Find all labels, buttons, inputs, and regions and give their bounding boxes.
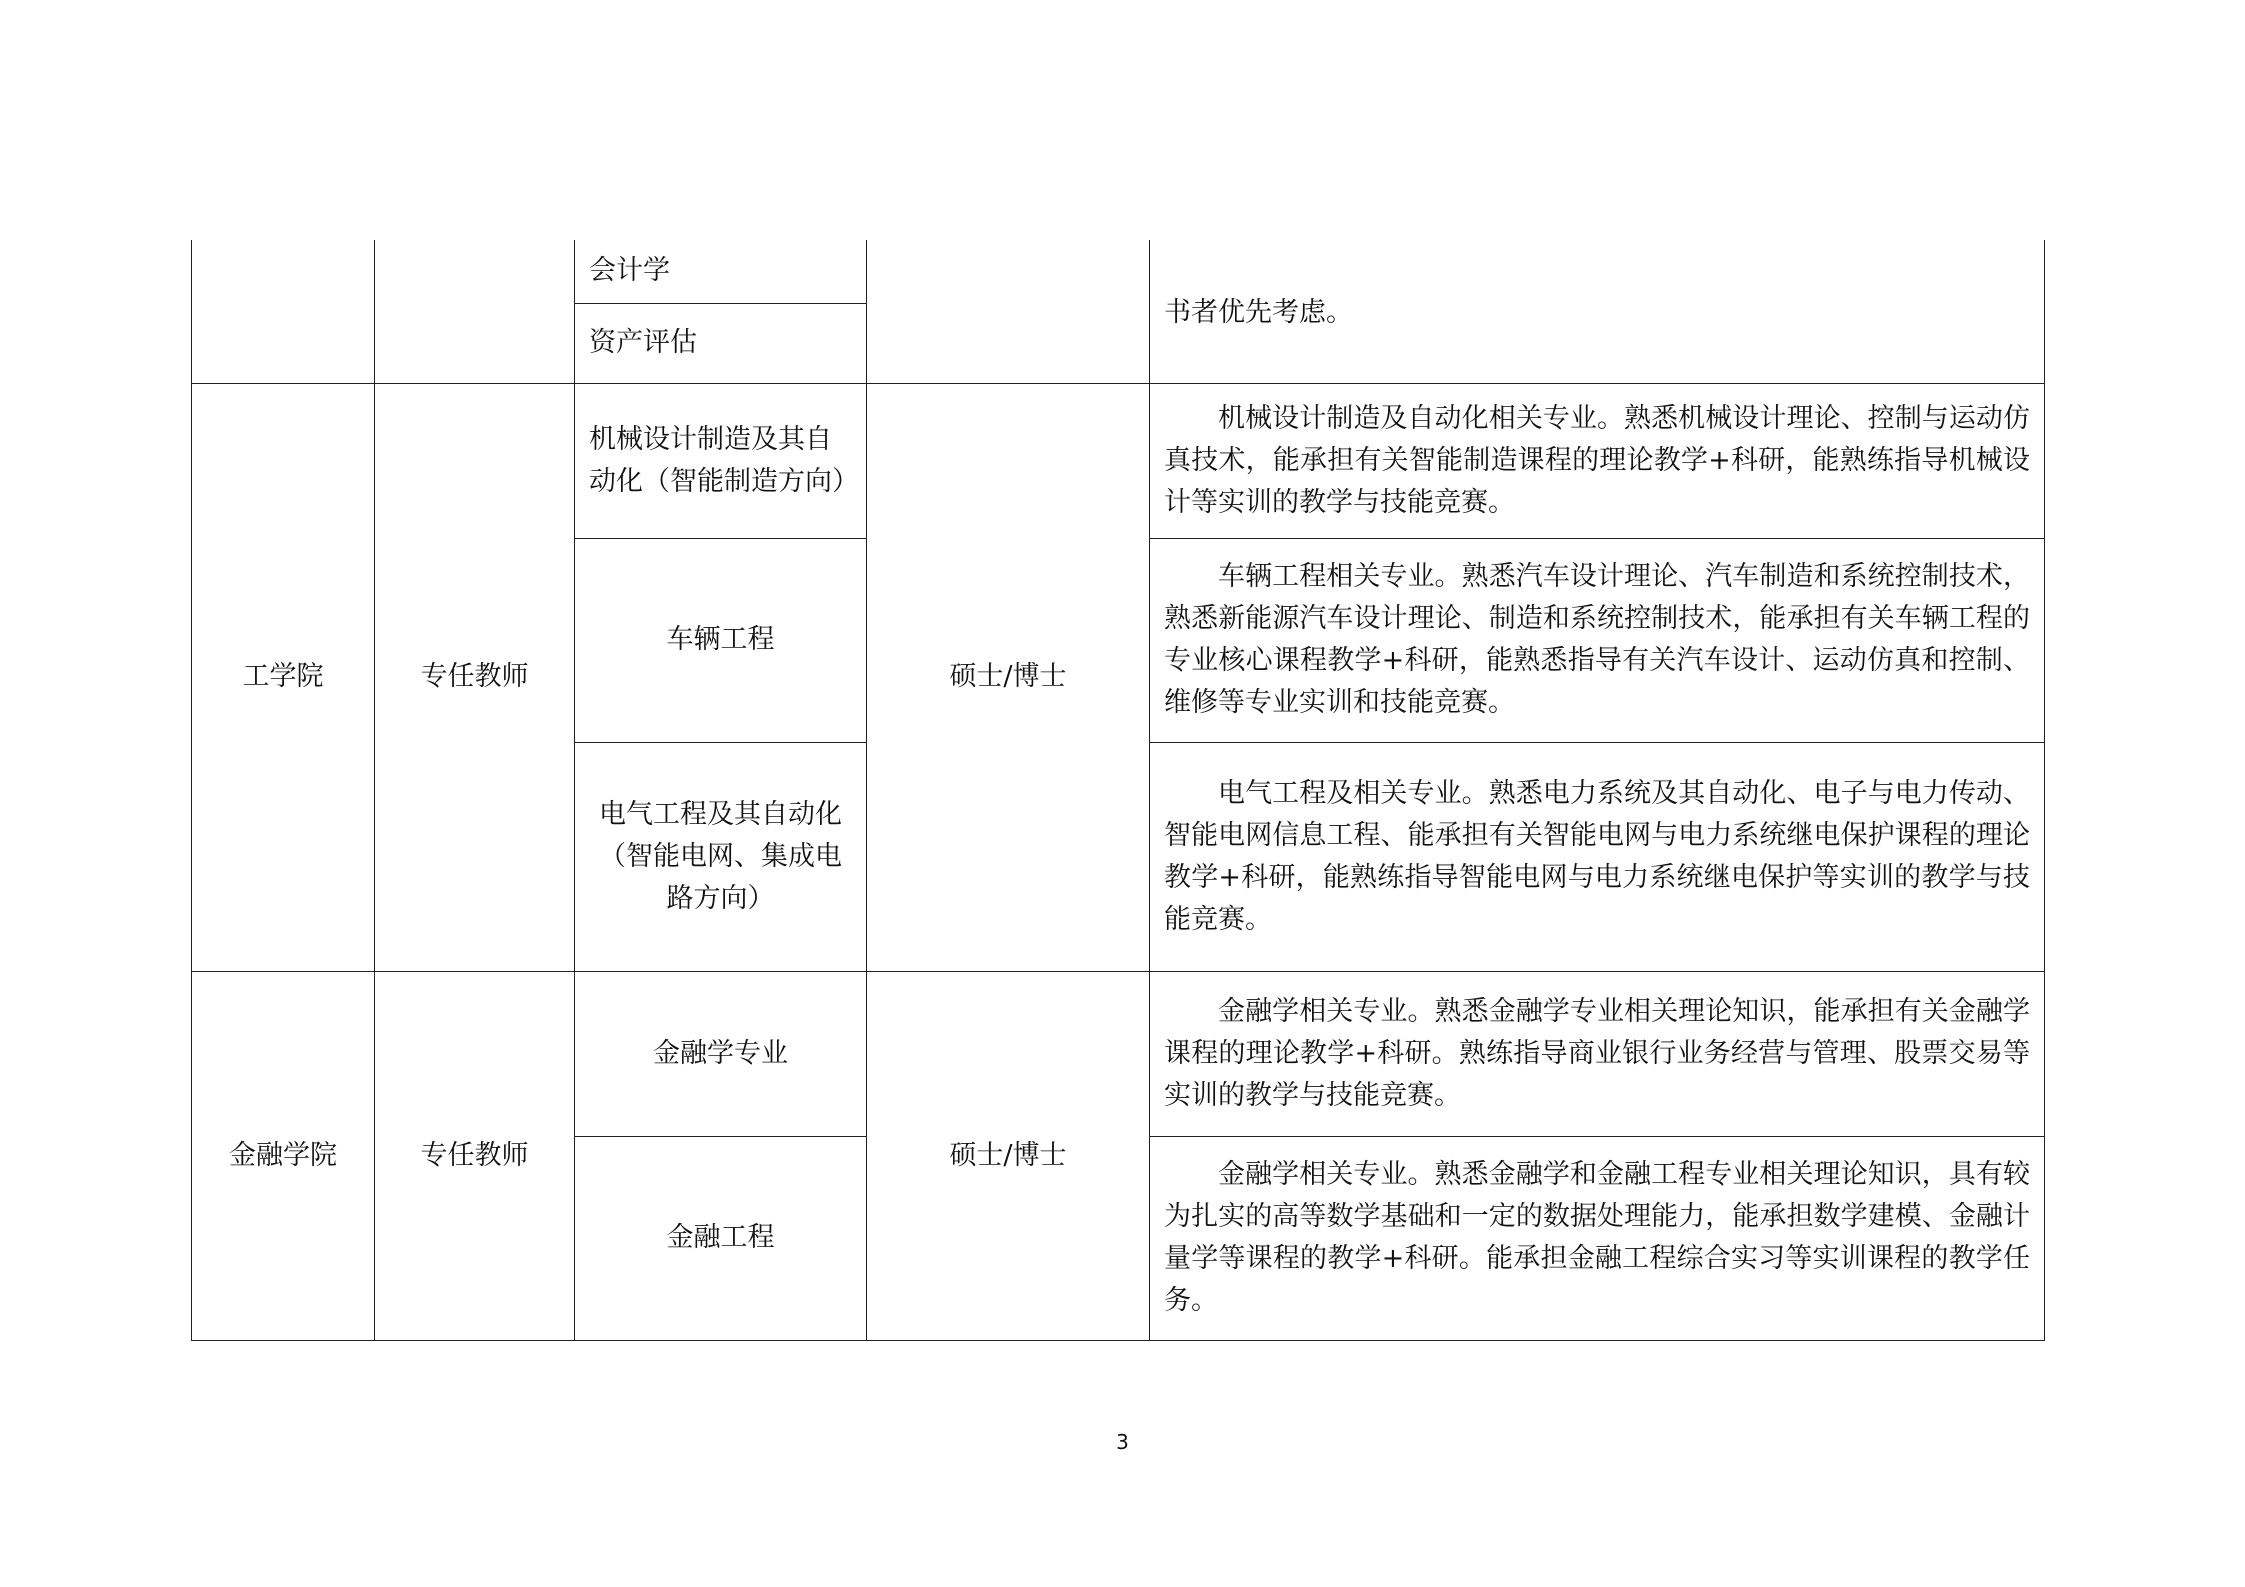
college-cell: 金融学院	[192, 971, 375, 1340]
description-text: 车辆工程相关专业。熟悉汽车设计理论、汽车制造和系统控制技术，熟悉新能源汽车设计理论、制造和系统控制技术，能承担有关车辆工程的专业核心课程教学+科研，能熟悉指导有关汽车设计、运动仿真和控制、维修等专业实训和技能竞赛。	[1164, 561, 2030, 718]
table-row	[192, 240, 2045, 303]
position-cell: 专任教师	[375, 383, 575, 971]
description-text: 书者优先考虑。	[1164, 297, 1353, 329]
position-cell-continued	[375, 240, 575, 383]
major-cell: 金融工程	[575, 1136, 867, 1340]
description-text: 电气工程及相关专业。熟悉电力系统及其自动化、电子与电力传动、智能电网信息工程、能承担有关智能电网与电力系统继电保护课程的理论教学+科研，能熟练指导智能电网与电力系统继电保护等实训的教学与技能竞赛。	[1164, 777, 2030, 935]
description-cell	[1150, 383, 2045, 538]
description-cell	[1150, 240, 2045, 383]
table-row	[192, 383, 2045, 538]
major-cell: 车辆工程	[575, 538, 867, 742]
degree-cell: 硕士/博士	[867, 971, 1150, 1340]
major-cell: 会计学	[575, 240, 867, 303]
description-text: 金融学相关专业。熟悉金融学和金融工程专业相关理论知识，具有较为扎实的高等数学基础和一定的数据处理能力，能承担数学建模、金融计量学等课程的教学+科研。能承担金融工程综合实习等实训课程的教学任务。	[1164, 1159, 2030, 1316]
degree-cell: 硕士/博士	[867, 383, 1150, 971]
table-row	[192, 971, 2045, 1136]
description-cell	[1150, 1136, 2045, 1340]
description-text: 金融学相关专业。熟悉金融学专业相关理论知识，能承担有关金融学课程的理论教学+科研。熟练指导商业银行业务经营与管理、股票交易等实训的教学与技能竞赛。	[1164, 995, 2030, 1111]
description-cell	[1150, 538, 2045, 742]
description-cell	[1150, 742, 2045, 971]
college-cell: 工学院	[192, 383, 375, 971]
description-text: 机械设计制造及自动化相关专业。熟悉机械设计理论、控制与运动仿真技术，能承担有关智能制造课程的理论教学+科研，能熟练指导机械设计等实训的教学与技能竞赛。	[1164, 402, 2030, 518]
major-cell: 机械设计制造及其自动化（智能制造方向）	[575, 383, 867, 538]
degree-cell-continued	[867, 240, 1150, 383]
major-cell: 金融学专业	[575, 971, 867, 1136]
major-cell: 资产评估	[575, 303, 867, 383]
major-cell: 电气工程及其自动化（智能电网、集成电路方向）	[575, 742, 867, 971]
recruitment-table	[191, 240, 2045, 1341]
college-cell-continued	[192, 240, 375, 383]
description-cell	[1150, 971, 2045, 1136]
page-number: 3	[1116, 1430, 1129, 1454]
position-cell: 专任教师	[375, 971, 575, 1340]
